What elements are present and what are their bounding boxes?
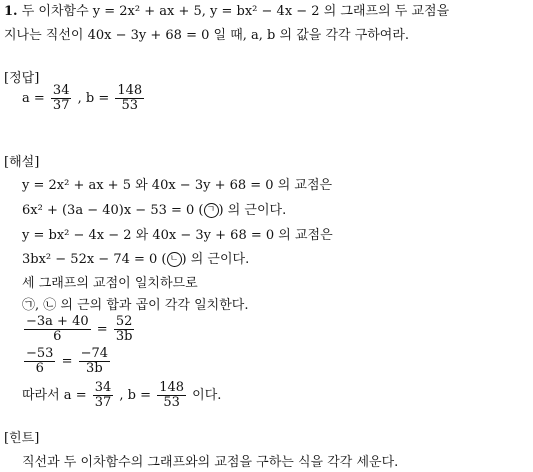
eq1-right-fraction — [114, 315, 135, 344]
eq2-right-denominator: 3b — [86, 361, 103, 376]
problem-line-2: 지나는 직선이 40x − 3y + 68 = 0 일 때, a, b 의 값을 각각 구하여라. — [4, 28, 410, 43]
solution-line-2-text: 6x² + (3a − 40)x − 53 = 0 ( — [22, 203, 204, 218]
answer-line — [22, 84, 146, 113]
eq2-left-fraction — [24, 347, 55, 376]
hint-text: 직선과 두 이차함수의 그래프와의 교점을 구하는 식을 각각 세운다. — [22, 455, 399, 470]
solution-line-3: y = bx² − 4x − 2 와 40x − 3y + 68 = 0 의 교점은 — [22, 228, 333, 243]
answer-b-denominator: 53 — [121, 98, 139, 113]
answer-a-numerator: 34 — [52, 83, 70, 98]
final-b-fraction — [157, 381, 186, 410]
eq2-right-fraction — [79, 347, 110, 376]
answer-header: [정답] — [4, 71, 40, 86]
eq1-left-denominator: 6 — [53, 329, 62, 344]
hint-header: [힌트] — [4, 431, 40, 446]
solution-line-4-end: ) 의 근이다. — [181, 252, 250, 267]
answer-a-label: a = — [22, 91, 45, 106]
answer-b-numerator: 148 — [117, 83, 143, 98]
eq1-left-fraction — [24, 315, 91, 344]
solution-line-4 — [22, 252, 249, 268]
problem-line-1 — [4, 4, 449, 20]
answer-a-fraction — [51, 84, 72, 113]
final-b-numerator: 148 — [159, 380, 185, 395]
eq1-equals: = — [96, 322, 108, 337]
circle-label-2: ㄴ — [167, 252, 182, 267]
eq1-right-denominator: 3b — [115, 329, 133, 344]
eq2-left-denominator: 6 — [35, 361, 44, 376]
eq2-right-numerator: −74 — [80, 346, 109, 361]
eq1-right-numerator: 52 — [114, 315, 135, 330]
final-suffix: 이다. — [192, 388, 222, 403]
answer-b-fraction — [115, 84, 144, 113]
circle-label-1: ㄱ — [204, 203, 219, 218]
answer-a-denominator: 37 — [52, 98, 70, 113]
answer-separator: , b = — [77, 91, 110, 106]
solution-equation-1 — [22, 315, 136, 344]
problem-text-1: 두 이차함수 y = 2x² + ax + 5, y = bx² − 4x − 2 의 그래프의 두 교점을 — [21, 4, 450, 19]
solution-equation-2 — [22, 347, 112, 376]
solution-line-5: 세 그래프의 교점이 일치하므로 — [22, 276, 198, 291]
eq2-equals: = — [61, 354, 73, 369]
solution-line-6: ㉠, ㉡ 의 근의 합과 곱이 각각 일치한다. — [22, 298, 249, 313]
solution-header: [해설] — [4, 155, 40, 170]
solution-line-4-text: 3bx² − 52x − 74 = 0 ( — [22, 252, 167, 267]
final-a-numerator: 34 — [94, 380, 112, 395]
final-b-denominator: 53 — [163, 395, 180, 410]
solution-line-1: y = 2x² + ax + 5 와 40x − 3y + 68 = 0 의 교점은 — [22, 178, 333, 193]
problem-number: 1. — [4, 4, 18, 19]
eq1-left-numerator: −3a + 40 — [26, 314, 89, 329]
final-a-fraction — [93, 381, 114, 410]
solution-final-line — [22, 381, 221, 410]
solution-line-2 — [22, 203, 286, 219]
final-separator: , b = — [119, 388, 152, 403]
final-a-denominator: 37 — [94, 395, 112, 410]
eq2-left-numerator: −53 — [26, 346, 54, 361]
solution-line-2-end: ) 의 근이다. — [218, 203, 287, 218]
final-a-label: 따라서 a = — [22, 388, 87, 403]
